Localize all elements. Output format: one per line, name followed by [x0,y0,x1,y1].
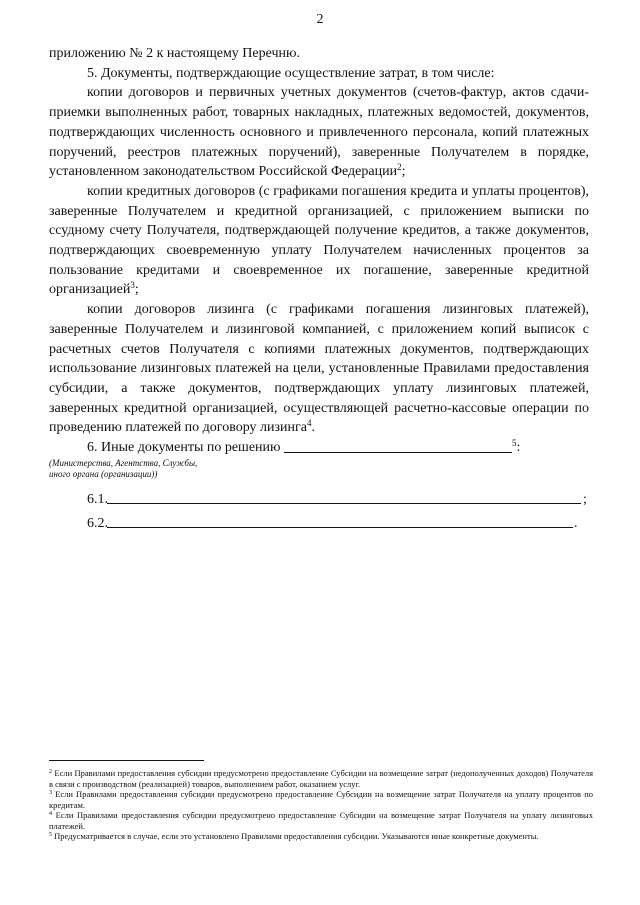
paragraph-credit-contracts: копии кредитных договоров (с графиками погашения кредита и уплаты процентов), заверенные Получателем и кредитной организацией, с приложением выписки по ссудному счету Получателя, подтверждающей получение кредитов, а также документов, подтверждающих своевременную уплату Получателем начисленных процентов за пользование кредитами и своевременное их погашение, заверенные кредитной организацией$^3$; [49,183,589,298]
item-6-1-label: 6.1. [87,491,108,507]
footnote-separator [49,760,204,761]
footnote-ref: 5 [512,438,517,449]
footnote: $^3$ Если Правилами предоставления субсидии предусмотрено предоставление Субсидии на возмещение затрат Получателя на уплату процентов по кредитам. [49,789,593,810]
document-body [49,44,589,534]
footnote: $^5$ Предусматривается в случае, если это установлено Правилами предоставления субсидии. Указываются иные конкретные документы. [49,831,539,841]
page-number: 2 [316,12,324,27]
paragraph-contracts: копии договоров и первичных учетных документов (счетов-фактур, актов сдачи-приемки выполненных работ, товарных накладных, платежных ведомостей, документов, подтверждающих численность основного и привлеченного персонала, копий платежных поручений, реестров платежных поручений), заверенные Получателем в порядке, установленном законодательством Российской Федерации$^2$; [49,85,589,180]
footnote: $^4$ Если Правилами предоставления субсидии предусмотрено предоставление Субсидии на возмещение затрат Получателя на уплату лизинговых платежей. [49,810,593,831]
item-6-2-row: 6.2. . [49,514,589,534]
item-5-heading: 5. Документы, подтверждающие осуществление затрат, в том числе: [87,65,495,81]
footnote-ref: 4 [306,418,312,429]
item-6-line: 6. Иные документы по решению $^5$: [87,438,521,456]
footnote: $^2$ Если Правилами предоставления субсидии предусмотрено предоставление Субсидии на возмещение затрат (недополученных доходов) Получателя в связи с производством (реализацией) товаров, выполнением работ, оказанием услуг. [49,768,593,789]
authority-blank[interactable] [284,438,512,453]
item-6-1-row: 6.1. ; [49,490,589,510]
item-6-1-blank[interactable] [107,503,581,504]
paragraph-leasing-contracts: копии договоров лизинга (с графиками погашения лизинговых платежей), заверенные Получателем и лизинговой компанией, с приложением копий выписок с расчетных счетов Получателя с копиями платежных документов, подтверждающих использование лизинговых платежей на цели, установленные Правилами предоставления субсидии, а также документов, подтверждающих уплату лизинговых платежей, заверенных кредитной организацией, осуществляющей расчетно-кассовые операции по проведению платежей по договору лизинга$^4$. [49,302,589,436]
authority-caption: (Министерства, Агентства, Службы, иного органа (организации)) [49,457,198,479]
footnotes [49,768,593,842]
footnote-ref: 2 [397,162,402,173]
footnote-ref: 3 [130,280,135,291]
item-6-2-label: 6.2. [87,515,108,531]
intro-line: приложению № 2 к настоящему Перечню. [49,46,300,61]
item-6-2-blank[interactable] [107,527,573,528]
